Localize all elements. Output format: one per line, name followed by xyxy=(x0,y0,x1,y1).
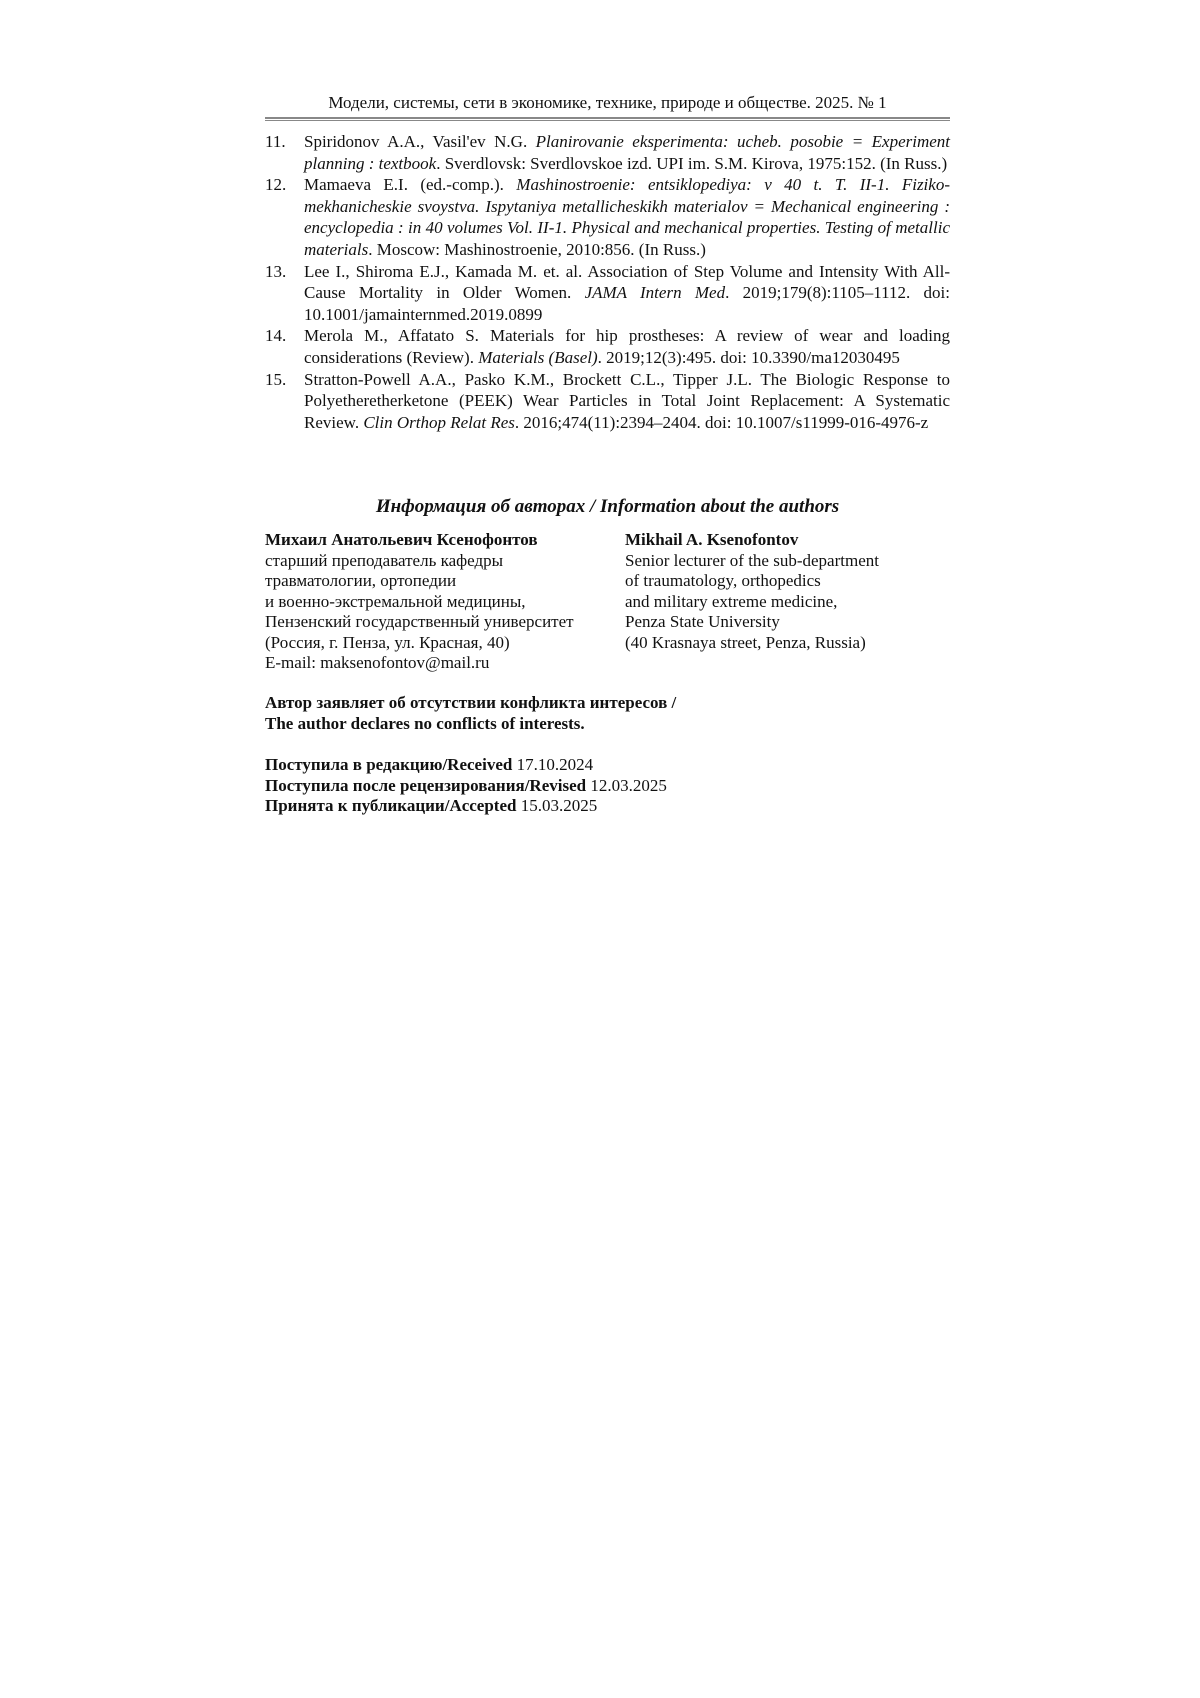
ref-number: 11. xyxy=(265,132,286,151)
author-line: травматологии, ортопедии xyxy=(265,571,457,590)
author-line: of traumatology, orthopedics xyxy=(625,571,821,590)
ref-authors: Merola M., Affatato S. Materials for hip prostheses: A review of wear and loading considerations (Review). xyxy=(304,326,950,367)
author-line: Penza State University xyxy=(625,612,780,631)
date-label: Принята к публикации/Accepted xyxy=(265,796,517,815)
date-value: 17.10.2024 xyxy=(516,755,594,774)
reference-item xyxy=(265,325,950,368)
conflict-ru: Автор заявляет об отсутствии конфликта интересов / xyxy=(265,693,677,712)
reference-item xyxy=(265,261,950,326)
authors-section-title: Информация об авторах / Information about the authors xyxy=(375,496,840,517)
header-rule xyxy=(265,117,950,121)
reference-item xyxy=(265,131,950,174)
ref-authors: Lee I., Shiroma E.J., Kamada M. et. al. Association of Step Volume and Intensity With All-Cause Mortality in Older Women. xyxy=(304,261,950,303)
conflict-en: The author declares no conflicts of interests. xyxy=(265,713,585,733)
author-name-ru: Михаил Анатольевич Ксенофонтов xyxy=(265,530,538,549)
ref-number: 13. xyxy=(265,261,287,281)
author-info-ru xyxy=(265,530,615,674)
date-value: 15.03.2025 xyxy=(520,796,598,815)
author-line: Пензенский государственный университет xyxy=(265,612,574,631)
ref-authors: Stratton-Powell A.A., Pasko K.M., Brockett C.L., Tipper J.L. The Biologic Response to Polyetheretherketone (PEEK) Wear Particles in Total Joint Replacement: A Systematic Review. xyxy=(304,369,950,432)
author-line: Senior lecturer of the sub-department xyxy=(625,550,879,570)
author-email: E-mail: maksenofontov@mail.ru xyxy=(265,653,490,672)
author-info-en xyxy=(625,530,955,653)
ref-journal: JAMA Intern Med xyxy=(584,283,726,303)
author-line: (Россия, г. Пенза, ул. Красная, 40) xyxy=(265,632,510,652)
author-line: (40 Krasnaya street, Penza, Russia) xyxy=(625,632,866,652)
ref-journal: Clin Orthop Relat Res xyxy=(363,412,515,432)
author-name-en: Mikhail A. Ksenofontov xyxy=(625,530,799,549)
ref-number: 15. xyxy=(265,369,287,389)
ref-details: . Moscow: Mashinostroenie, 2010:856. (In Russ.) xyxy=(368,239,706,259)
reference-list xyxy=(265,131,950,433)
date-label: Поступила в редакцию/Received xyxy=(265,755,513,774)
ref-details: . 2019;12(3):495. doi: 10.3390/ma12030495 xyxy=(597,347,900,367)
ref-details: . Sverdlovsk: Sverdlovskoe izd. UPI im. S.M. Kirova, 1975:152. (In Russ.) xyxy=(436,153,948,173)
ref-journal: Materials (Basel) xyxy=(478,347,598,367)
date-accepted xyxy=(265,796,667,817)
author-line: and military extreme medicine, xyxy=(625,591,838,611)
ref-details: . 2019;179(8):1105–1112. doi: 10.1001/jamainternmed.2019.0899 xyxy=(304,283,950,324)
ref-title: Planirovanie eksperimenta: ucheb. posobie = Experiment planning : textbook xyxy=(304,132,950,173)
publication-dates xyxy=(265,755,667,817)
ref-authors: Spiridonov A.A., Vasil'ev N.G. xyxy=(304,132,536,151)
date-value: 12.03.2025 xyxy=(590,775,667,795)
ref-authors: Mamaeva E.I. (ed.-comp.). xyxy=(304,175,517,195)
ref-number: 12. xyxy=(265,175,287,195)
ref-number: 14. xyxy=(265,326,287,346)
ref-title: Mashinostroenie: entsiklopediya: v 40 t. T. II-1. Fiziko-mekhanicheskie svoystva. Ispytaniya metallicheskikh materialov = Mechanical engineering : encyclopedia : in 40 volumes Vol. II-1. Physical and mechanical properties. Testing of metallic materials xyxy=(304,175,950,259)
reference-item xyxy=(265,174,950,260)
date-received xyxy=(265,755,667,776)
date-label: Поступила после рецензирования/Revised xyxy=(265,775,587,795)
ref-details: . 2016;474(11):2394–2404. doi: 10.1007/s11999-016-4976-z xyxy=(514,412,929,432)
author-line: старший преподаватель кафедры xyxy=(265,550,504,570)
conflict-statement xyxy=(265,693,676,734)
date-revised xyxy=(265,776,667,797)
reference-item xyxy=(265,369,950,434)
author-line: и военно-экстремальной медицины, xyxy=(265,591,526,611)
running-header: Модели, системы, сети в экономике, технике, природе и обществе. 2025. № 1 xyxy=(328,93,887,112)
